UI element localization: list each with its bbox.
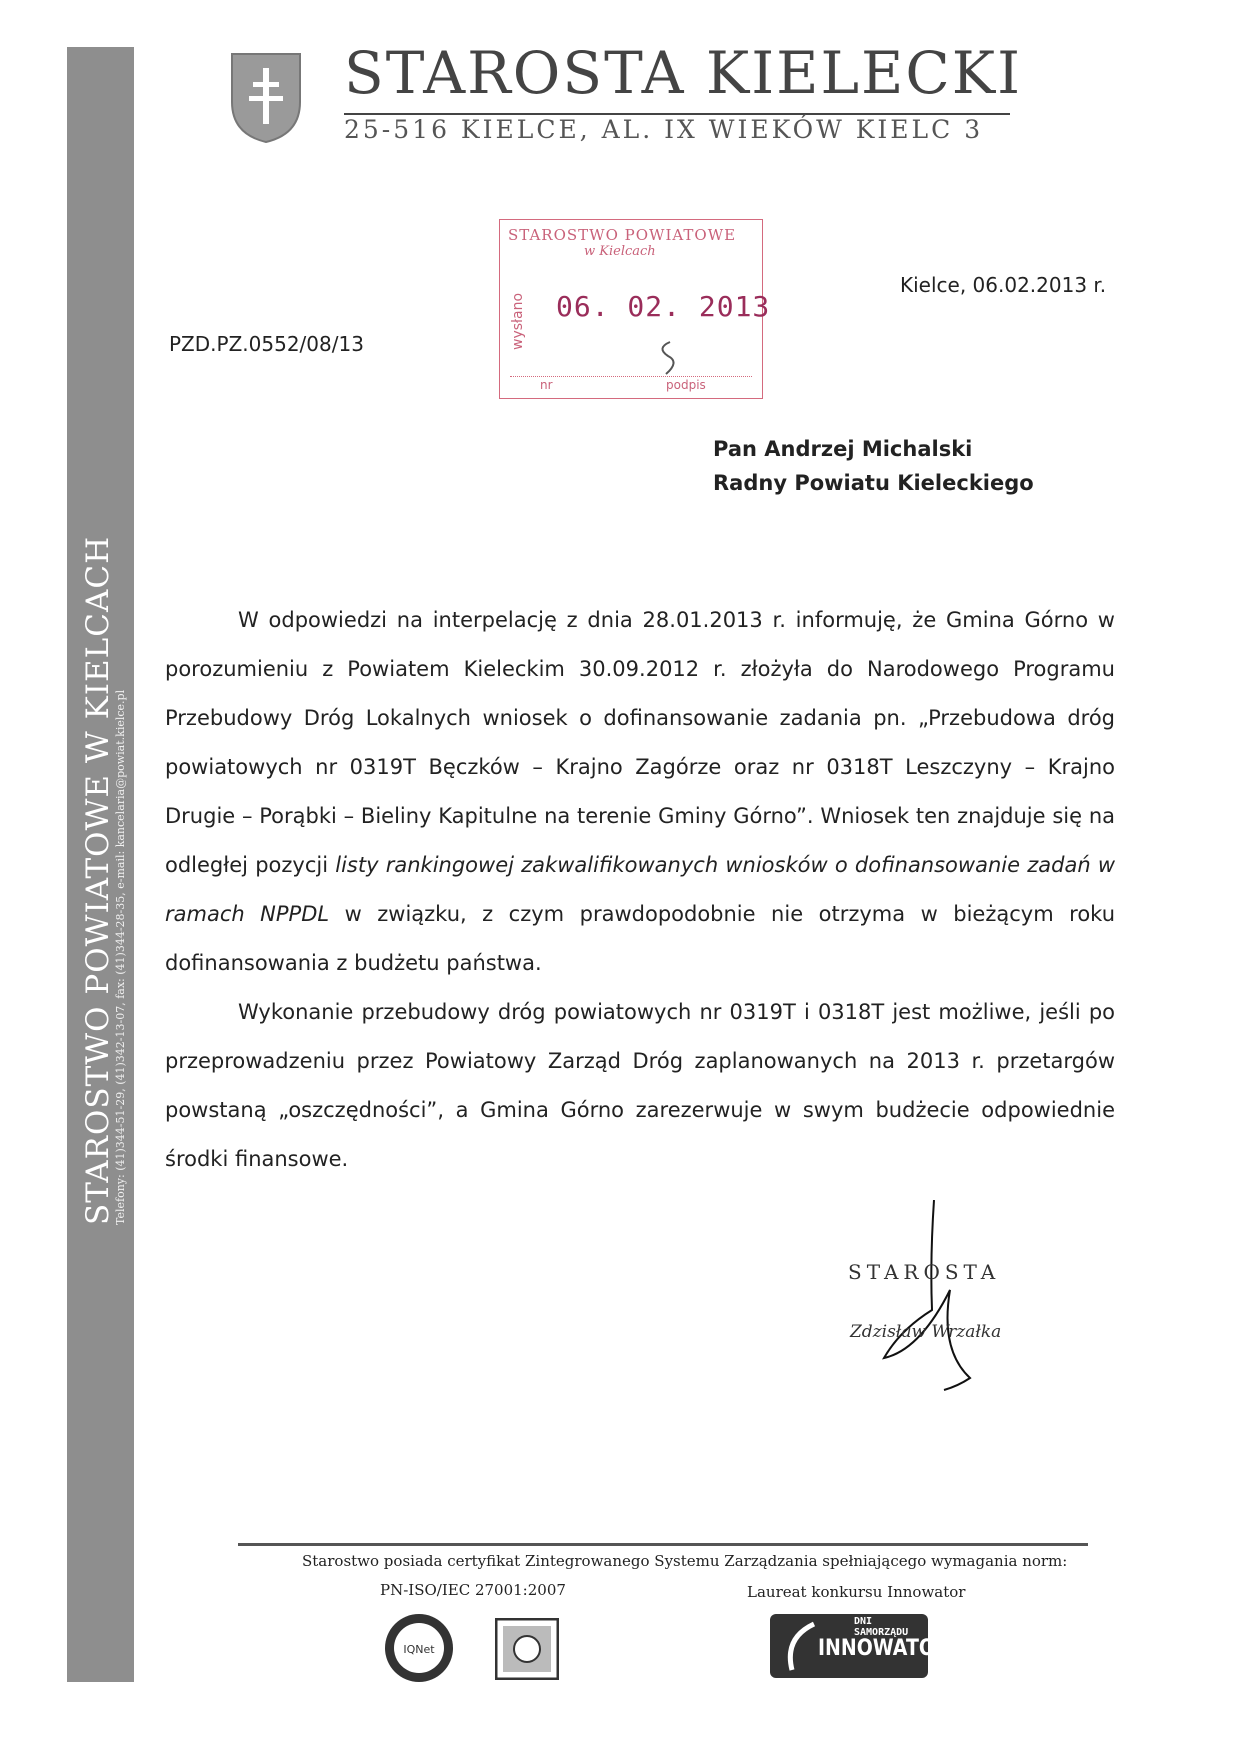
- signature-name: Zdzisław Wrzałka: [850, 1322, 1002, 1342]
- innowator-title: INNOWATOR: [818, 1636, 950, 1661]
- footer-laureat: Laureat konkursu Innowator: [747, 1583, 966, 1601]
- stamp-side-label: wysłano: [510, 292, 526, 350]
- recipient-role: Radny Powiatu Kieleckiego: [713, 471, 1034, 495]
- header-title: STAROSTA KIELECKI: [344, 39, 1022, 107]
- letter-body: [165, 596, 1115, 1184]
- stamp-nr-label: nr: [540, 378, 553, 392]
- signature-block: [840, 1200, 1080, 1400]
- recipient-name: Pan Andrzej Michalski: [713, 437, 973, 461]
- footer-iso: PN-ISO/IEC 27001:2007: [380, 1581, 566, 1599]
- sidebar-contact: Telefony: (41)344-51-29, (41)342-13-07, fax: (41)344-28-35, e-mail: kancelaria@powiat.kielce.pl: [114, 689, 127, 1225]
- innowator-swoosh-icon: [774, 1614, 820, 1678]
- stamp-head: STAROSTWO POWIATOWE: [508, 226, 737, 244]
- innowator-subtitle: DNI SAMORZĄDU: [854, 1616, 909, 1638]
- stamp-podpis-label: podpis: [666, 378, 706, 392]
- letter-date: Kielce, 06.02.2013 r.: [900, 273, 1107, 297]
- stamp-date: 06. 02. 2013: [556, 290, 771, 323]
- stamp-sub: w Kielcach: [584, 244, 656, 259]
- crest-shield-icon: [228, 50, 304, 144]
- paragraph-1-text-b: w związku, z czym prawdopodobnie nie otrzyma w bieżącym roku dofinansowania z budżetu państwa.: [165, 902, 1116, 975]
- stamp-dotted-line: [510, 376, 752, 377]
- footer-divider: [238, 1543, 1088, 1546]
- header-address: 25-516 KIELCE, AL. IX WIEKÓW KIELC 3: [344, 115, 984, 144]
- handwritten-signature-icon: [840, 1200, 1080, 1400]
- innowator-logo: [770, 1614, 950, 1678]
- paragraph-1: [165, 596, 1115, 988]
- stamp-handwritten-mark-icon: [650, 338, 690, 378]
- recipient: [713, 432, 1034, 500]
- footer-certificate: Starostwo posiada certyfikat Zintegrowanego Systemu Zarządzania spełniającego wymagania norm:: [302, 1552, 1068, 1570]
- paragraph-1-text-a: W odpowiedzi na interpelację z dnia 28.01.2013 r. informuję, że Gmina Górno w porozumieniu z Powiatem Kieleckim 30.09.2012 r. złożyła do Narodowego Programu Przebudowy Dróg Lokalnych wniosek o dofinansowanie zadania pn. „Przebudowa dróg powiatowych nr 0319T Bęczków – Krajno Zagórze oraz nr 0318T Leszczyny – Krajno Drugie – Porąbki – Bieliny Kapitulne na terenie Gminy Górno”. Wniosek ten znajduje się na odległej pozycji: [165, 608, 1115, 877]
- iqnet-logo-text: IQNet: [403, 1643, 435, 1656]
- reference-number: PZD.PZ.0552/08/13: [169, 332, 364, 356]
- iqnet-logo-icon: [383, 1612, 455, 1684]
- paragraph-2: Wykonanie przebudowy dróg powiatowych nr 0319T i 0318T jest możliwe, jeśli po przeprowadzeniu przez Powiatowy Zarząd Dróg zaplanowanych na 2013 r. przetargów powstaną „oszczędności”, a Gmina Górno zarezerwuje w swym budżecie odpowiednie środki finansowe.: [165, 1000, 1115, 1171]
- dispatch-stamp: [499, 219, 771, 399]
- sidebar-title: STAROSTWO POWIATOWE W KIELCACH: [80, 535, 116, 1225]
- paragraph-1-italic: listy rankingowej zakwalifikowanych wniosków o dofinansowanie zadań w ramach NPPDL: [165, 853, 1116, 926]
- pcbc-certificate-logo-icon: [495, 1618, 559, 1680]
- signature-title: STAROSTA: [848, 1260, 1001, 1284]
